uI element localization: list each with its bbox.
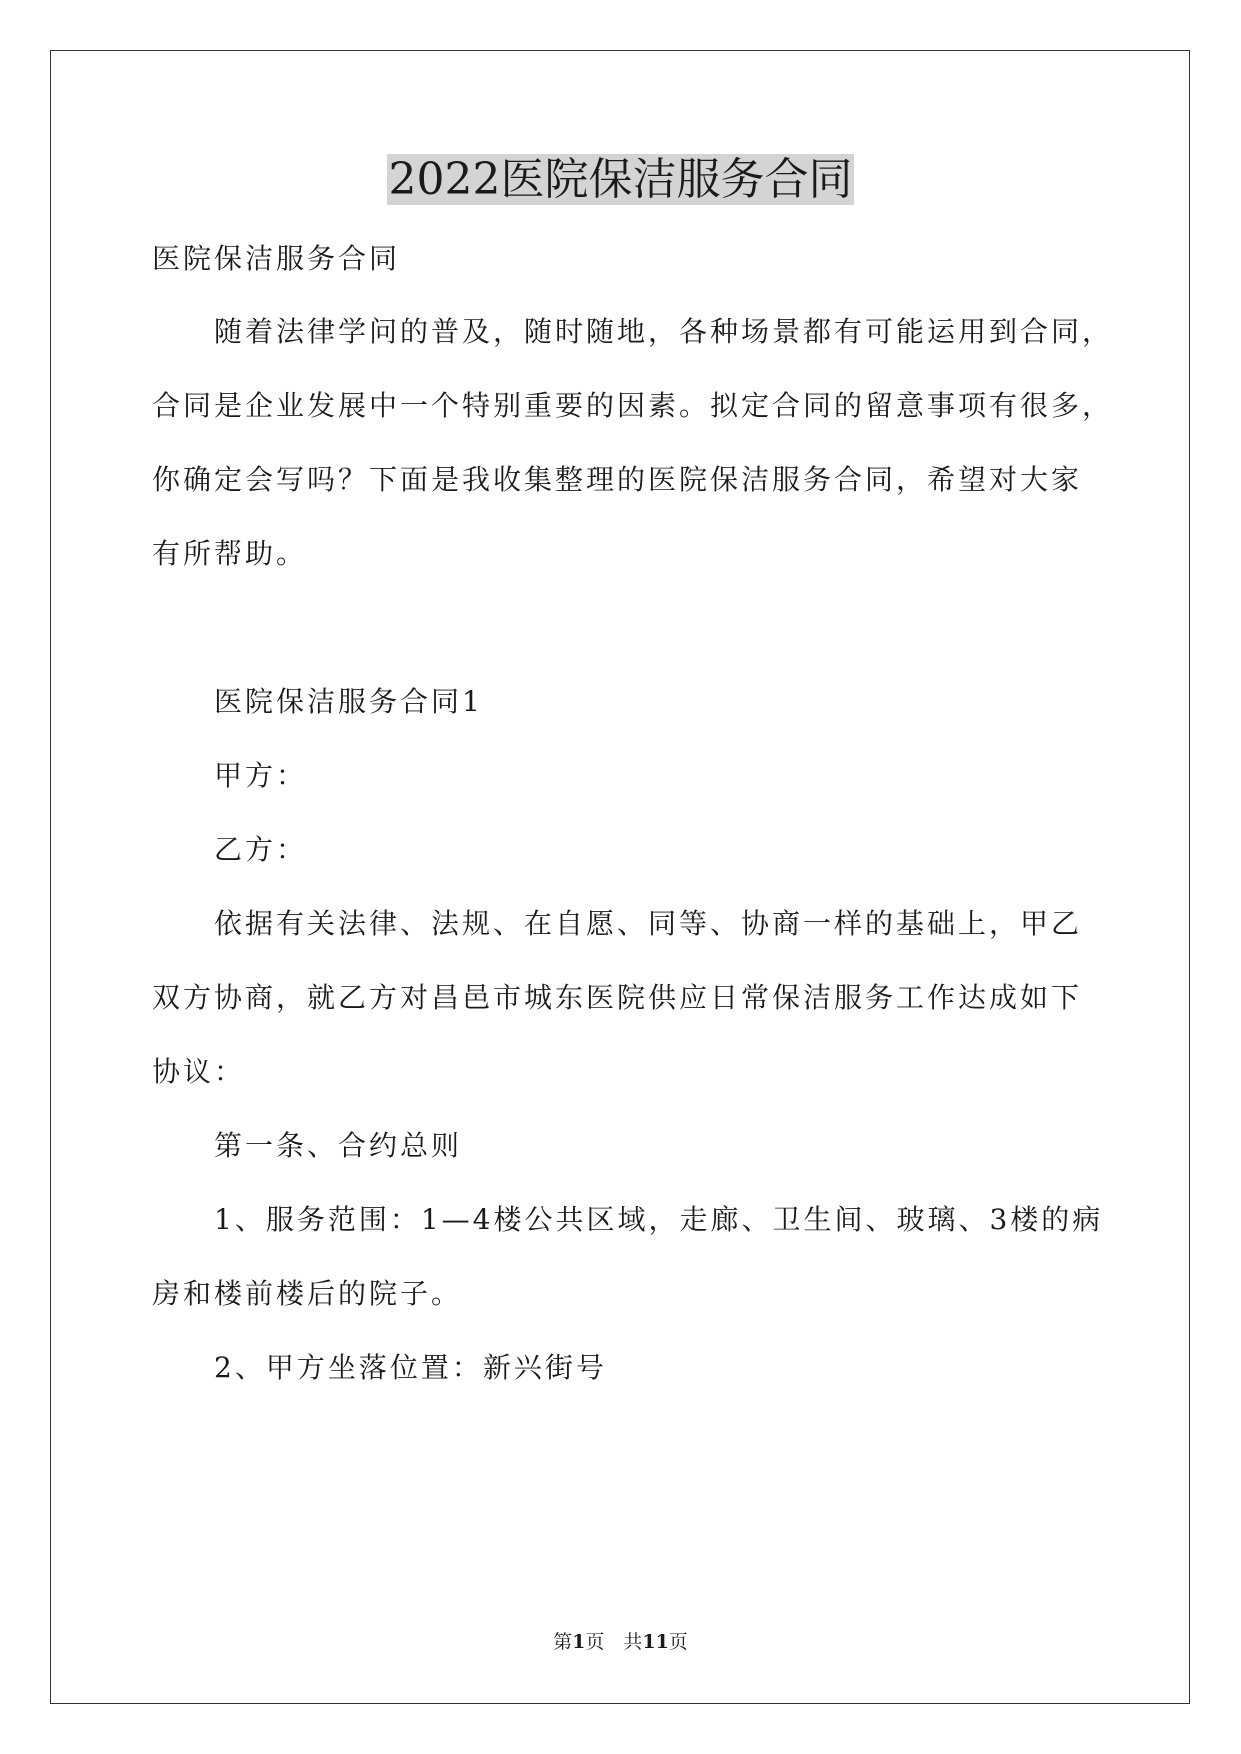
paragraph-line: 你确定会写吗？下面是我收集整理的医院保洁服务合同，希望对大家 [152,463,1083,496]
paragraph-line: 双方协商，就乙方对昌邑市城东医院供应日常保洁服务工作达成如下 [152,981,1083,1014]
subtitle-line: 医院保洁服务合同 [152,242,401,275]
paragraph-line: 随着法律学问的普及，随时随地，各种场景都有可能运用到合同， [214,315,1114,348]
paragraph-line: 合同是企业发展中一个特别重要的因素。拟定合同的留意事项有很多， [152,389,1114,422]
paragraph-line: 协议： [152,1055,246,1088]
paragraph-line: 依据有关法律、法规、在自愿、同等、协商一样的基础上，甲乙 [214,907,1083,940]
party-b-label: 乙方： [214,833,308,866]
footer-mid: 页 共 [585,1631,643,1653]
footer-suffix: 页 [668,1631,688,1653]
footer-page-number: 1 [572,1631,586,1653]
footer-total-pages: 11 [642,1631,669,1653]
footer-prefix: 第 [553,1631,573,1653]
page-border [50,50,1190,1704]
paragraph-line: 2、甲方坐落位置：新兴街号 [214,1351,607,1384]
document-title [0,150,1241,210]
article-heading: 第一条、合约总则 [214,1129,463,1162]
document-title-text: 2022医院保洁服务合同 [388,154,853,205]
party-a-label: 甲方： [214,759,308,792]
paragraph-line: 房和楼前楼后的院子。 [152,1277,463,1310]
paragraph-line: 有所帮助。 [152,537,308,570]
section-heading: 医院保洁服务合同1 [214,685,483,718]
paragraph-line: 1、服务范围：1—4楼公共区域，走廊、卫生间、玻璃、3楼的病 [214,1203,1104,1236]
page-footer [0,1629,1241,1655]
